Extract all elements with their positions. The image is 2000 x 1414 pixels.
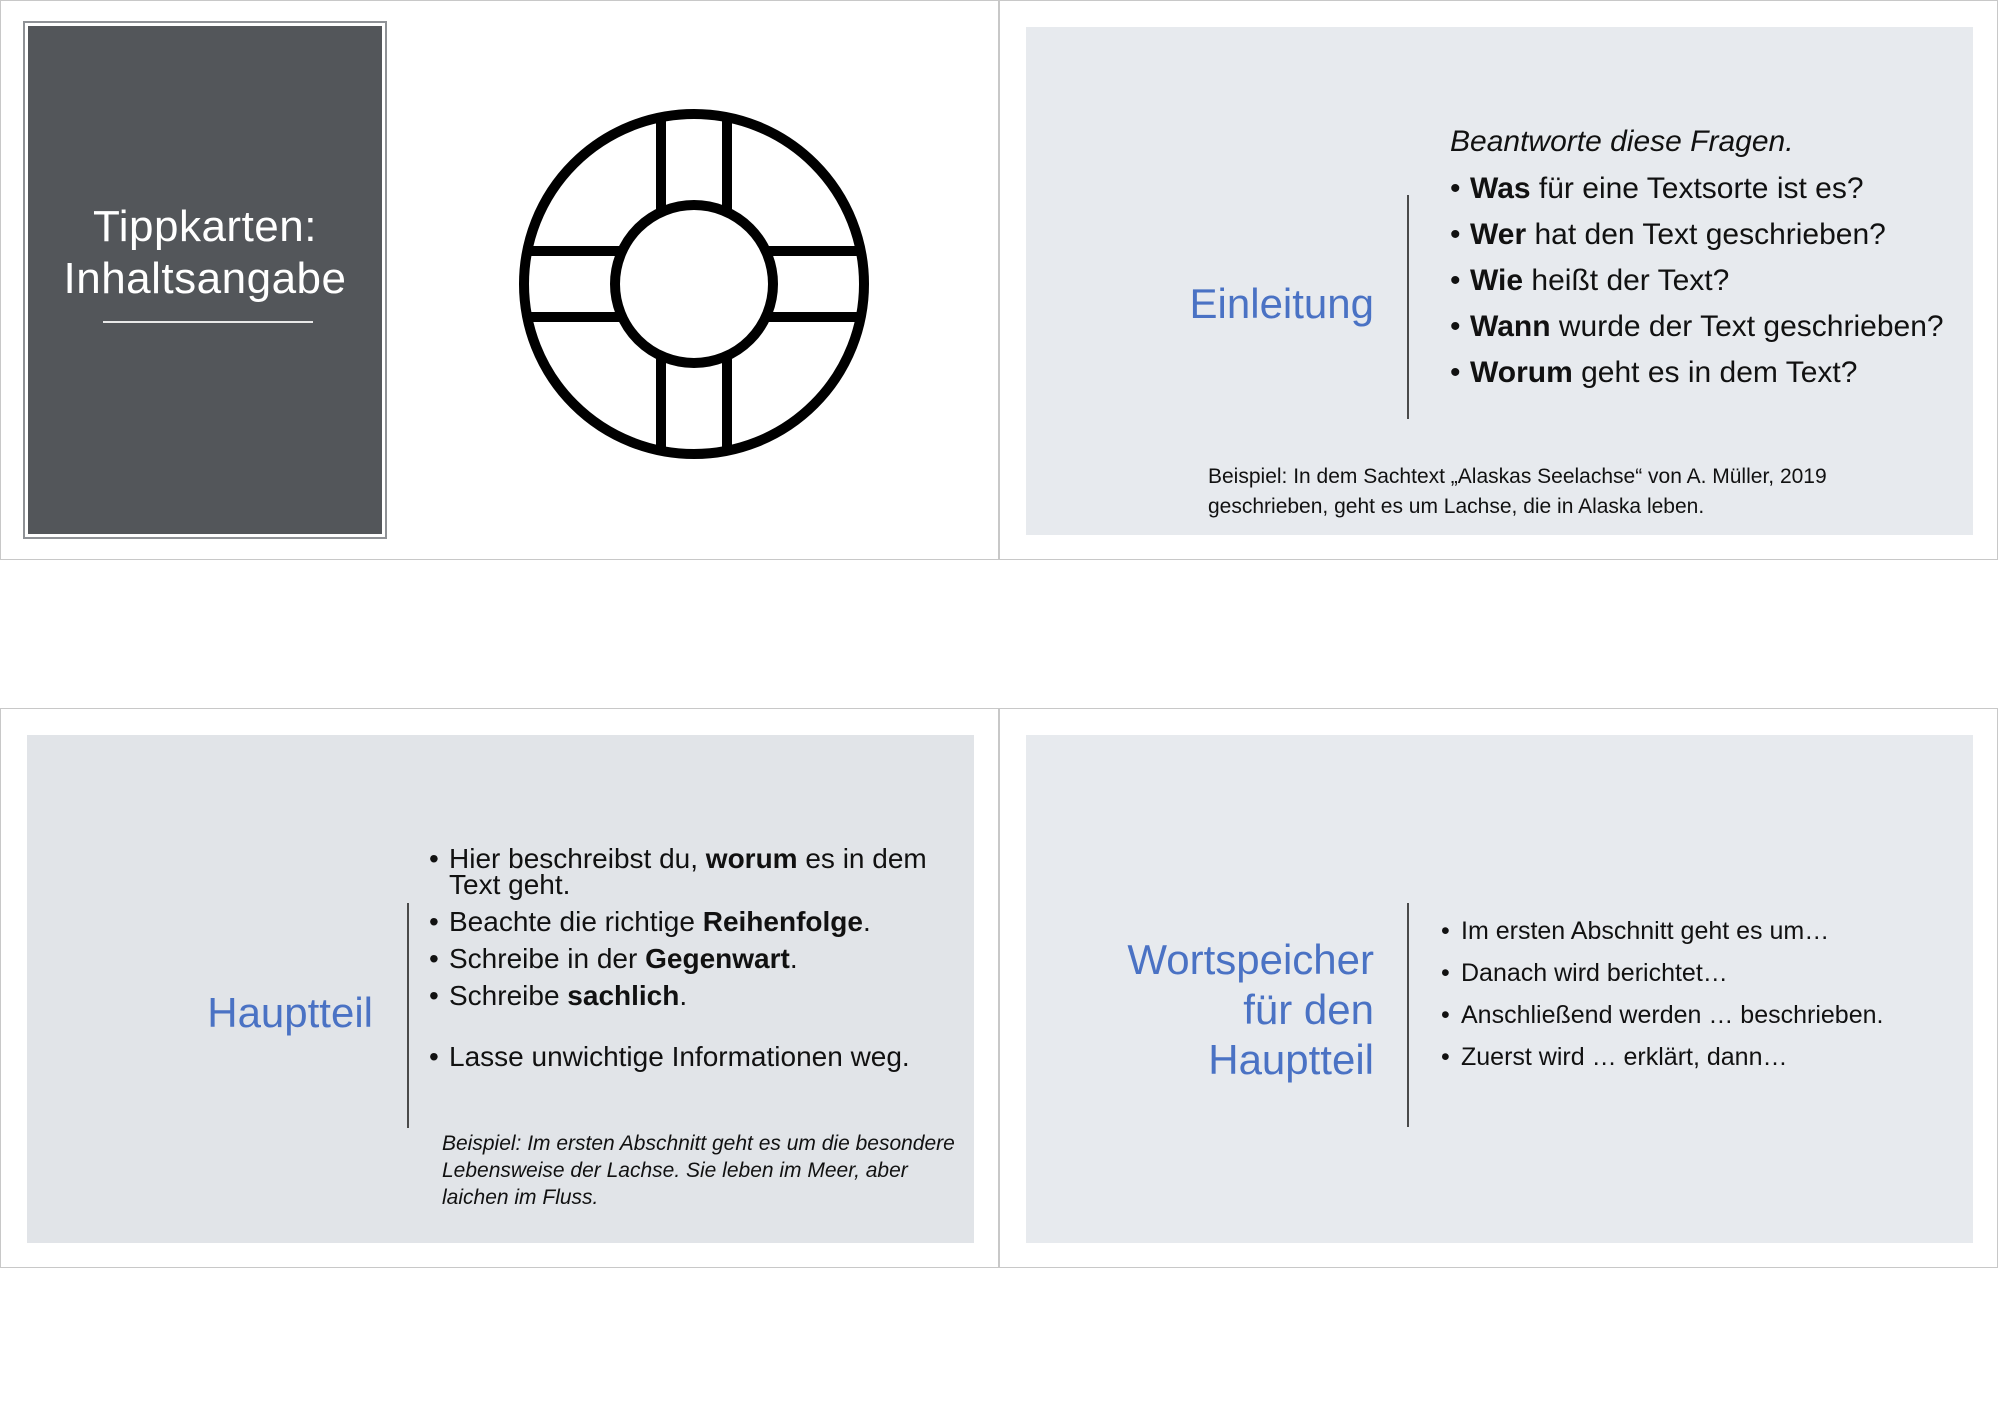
list-item: • Im ersten Abschnitt geht es um… <box>1441 910 1883 952</box>
tip-list <box>429 843 959 1081</box>
list-item: • Zuerst wird … erklärt, dann… <box>1441 1036 1883 1078</box>
example-text: Beispiel: Im ersten Abschnitt geht es um die besondere Lebensweise der Lachse. Sie leben im Meer, aber laichen im Fluss. <box>442 1132 955 1209</box>
lifebuoy-icon <box>516 106 872 462</box>
slide-heading: Hauptteil <box>207 989 373 1036</box>
title-card <box>23 21 387 539</box>
slide-wortspeicher <box>999 708 1998 1268</box>
slide-panel <box>1026 735 1973 1243</box>
slide-hauptteil <box>0 708 999 1268</box>
list-item: • Was für eine Textsorte ist es? <box>1450 166 1944 212</box>
list-item: • Wann wurde der Text geschrieben? <box>1450 304 1944 350</box>
list-item: • Lasse unwichtige Informationen weg. <box>429 1044 959 1070</box>
title-underline <box>103 321 313 323</box>
example-text: Beispiel: In dem Sachtext „Alaskas Seelachse“ von A. Müller, 2019 geschrieben, geht es um Lachse, die in Alaska leben. <box>1208 465 1827 518</box>
intro-text: Beantworte diese Fragen. <box>1450 125 1794 158</box>
list-item: • Schreibe sachlich. <box>429 983 959 1009</box>
divider-line <box>1407 903 1409 1127</box>
slide-heading <box>1054 935 1374 1085</box>
list-item: • Wer hat den Text geschrieben? <box>1450 212 1944 258</box>
question-list <box>1450 166 1944 396</box>
deck-title-line1: Tippkarten: <box>93 202 317 251</box>
list-item: • Beachte die richtige Reihenfolge. <box>429 909 959 935</box>
slide-heading-line3: Hauptteil <box>1208 1036 1374 1083</box>
phrase-list <box>1441 910 1883 1078</box>
slide-title <box>0 0 999 560</box>
slide-panel <box>1026 27 1973 535</box>
slide-heading-line1: Wortspeicher <box>1127 936 1374 983</box>
list-item: • Hier beschreibst du, worum es in dem Text geht. <box>429 846 959 898</box>
list-item: • Wie heißt der Text? <box>1450 258 1944 304</box>
list-item: • Danach wird berichtet… <box>1441 952 1883 994</box>
deck-title-line2: Inhaltsangabe <box>63 254 347 303</box>
deck-title <box>28 201 382 305</box>
slide-panel <box>27 735 974 1243</box>
title-card-panel <box>28 26 382 534</box>
slide-einleitung <box>999 0 1998 560</box>
divider-line <box>407 903 409 1128</box>
divider-line <box>1407 195 1409 419</box>
slide-heading: Einleitung <box>1189 280 1374 327</box>
list-item: • Worum geht es in dem Text? <box>1450 350 1944 396</box>
slide-heading-line2: für den <box>1243 986 1374 1033</box>
list-item: • Anschließend werden … beschrieben. <box>1441 994 1883 1036</box>
list-item: • Schreibe in der Gegenwart. <box>429 946 959 972</box>
